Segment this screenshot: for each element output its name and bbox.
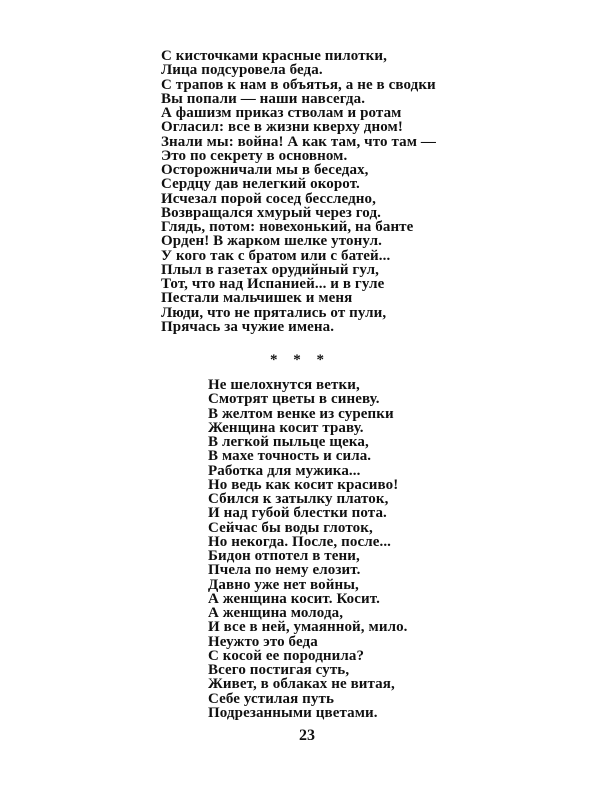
poem-line: Возвращался хмурый через год. (161, 204, 382, 221)
poem-first (161, 49, 436, 334)
poem-line: Это по секрету в основном. (161, 147, 348, 164)
poem-line: И все в ней, умаянной, мило. (208, 619, 408, 636)
poem-line: Неужто это беда (208, 633, 318, 650)
poem-line: Люди, что не прятались от пули, (161, 304, 387, 321)
poem-line: В махе точность и сила. (208, 448, 372, 465)
poem-line: И над губой блестки пота. (208, 505, 387, 522)
poem-line: В легкой пыльце щека, (208, 434, 369, 450)
poem-line: Сейчас бы воды глоток, (208, 519, 373, 536)
poem-line: Сбился к затылку платок, (208, 491, 389, 507)
poem-line: В желтом венке из сурепки (208, 405, 394, 422)
poem-line: Но некогда. После, после... (208, 533, 392, 550)
poem-line: Прячась за чужие имена. (161, 318, 335, 335)
section-separator: * * * (270, 352, 330, 368)
poem-line: Живет, в облаках не витая, (208, 676, 395, 693)
poem-line: Всего постигая суть, (208, 662, 350, 678)
poem-line: Но ведь как косит красиво! (208, 476, 399, 493)
poem-line: Лица подсуровела беда. (161, 62, 323, 79)
poem-line: Плыл в газетах орудийный гул, (161, 261, 379, 278)
poem-line: Смотрят цветы в синеву. (208, 391, 380, 408)
poem-line: Вы попали — наши навсегда. (161, 90, 366, 107)
poem-second (208, 378, 408, 720)
poem-line: Огласил: все в жизни кверху дном! (161, 119, 403, 136)
poem-line: Осторожничали мы в беседах, (161, 162, 369, 178)
poem-line: Тот, что над Испанией... и в гуле (161, 276, 385, 292)
poem-line: С косой ее породнила? (208, 647, 365, 664)
poem-line: Не шелохнутся ветки, (208, 377, 360, 393)
poem-line: Пестали мальчишек и меня (161, 290, 353, 307)
poem-line: Давно уже нет войны, (208, 576, 359, 593)
page-number: 23 (299, 727, 315, 744)
poem-line: А женщина косит. Косит. (208, 590, 380, 607)
poem-line: Подрезанными цветами. (208, 704, 378, 721)
poem-line: Знали мы: война! А как там, что там — (161, 133, 436, 150)
poem-line: Орден! В жарком шелке утонул. (161, 233, 382, 250)
poem-line: Бидон отпотел в тени, (208, 548, 360, 564)
poem-line: Сердцу дав нелегкий окорот. (161, 176, 360, 193)
poem-line: Себе устилая путь (208, 690, 335, 707)
poem-line: Глядь, потом: новехонький, на банте (161, 219, 414, 235)
poem-line: С трапов к нам в объятья, а не в сводки (161, 76, 436, 93)
poem-line: Пчела по нему елозит. (208, 562, 361, 579)
poem-line: С кисточками красные пилотки, (161, 48, 388, 64)
poem-line: А фашизм приказ стволам и ротам (161, 105, 402, 121)
poem-line: А женщина молода, (208, 605, 344, 621)
poem-line: Женщина косит траву. (208, 419, 364, 436)
poem-line: У кого так с братом или с батей... (161, 247, 391, 264)
poem-line: Работка для мужика... (208, 462, 361, 479)
poem-line: Исчезал порой сосед бесследно, (161, 190, 376, 207)
